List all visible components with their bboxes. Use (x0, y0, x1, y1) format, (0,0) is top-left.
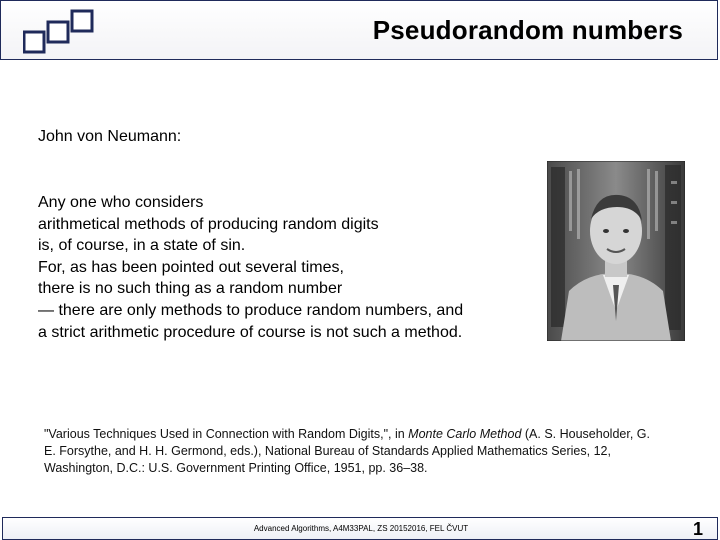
footer-text: Advanced Algorithms, A4M33PAL, ZS 20152016, FEL ČVUT (253, 524, 469, 533)
quote-line: Any one who considers (38, 194, 204, 211)
quote-block (38, 192, 538, 343)
quote-line: is, of course, in a state of sin. (38, 237, 246, 255)
quote-line: — there are only methods to produce random numbers, and (38, 301, 464, 319)
overlapping-squares-icon (23, 9, 95, 55)
citation-part: (A. S. Householder, G. E. Forsythe, and H. H. Germond, eds.), National Bureau of Standards Applied Mathematics Series, 12, Washington, D.C.: U.S. Government Printing Office, 1951, pp. 36–38. (44, 427, 650, 475)
quote-line: For, as has been pointed out several times, (38, 258, 344, 276)
slide-title: Pseudorandom numbers (372, 15, 683, 45)
citation-book-title: Monte Carlo Method (408, 427, 522, 441)
quote-line: there is no such thing as a random number (38, 280, 343, 298)
citation (44, 426, 664, 477)
intro-text: John von Neumann: (38, 128, 182, 145)
portrait-photo-icon (547, 161, 685, 341)
quote-line: arithmetical methods of producing random digits (38, 215, 379, 233)
slide-header (0, 0, 718, 60)
quote-line: a strict arithmetic procedure of course is not such a method. (38, 323, 463, 341)
page-number: 1 (692, 519, 703, 539)
citation-part: "Various Techniques Used in Connection with Random Digits,", in (44, 427, 409, 441)
slide-footer (2, 517, 718, 540)
